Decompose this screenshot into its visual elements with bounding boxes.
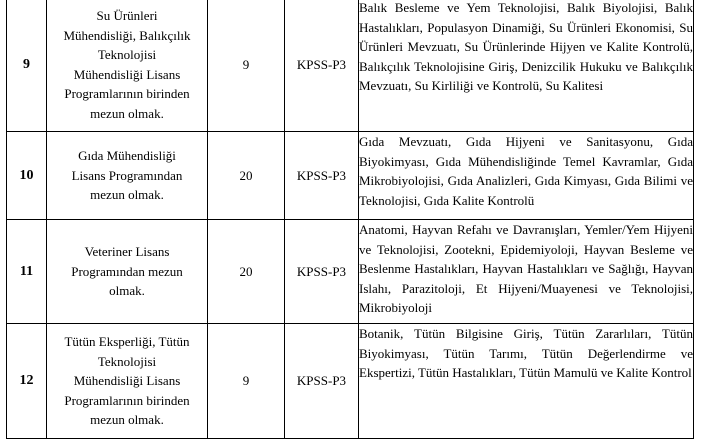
requirement-line: Su Ürünleri	[96, 8, 158, 23]
exam-type: KPSS-P3	[285, 0, 359, 132]
exam-subjects: Balık Besleme ve Yem Teknolojisi, Balık Biyolojisi, Balık Hastalıkları, Populasyon Dinamiği, Su Ürünleri Ekonomisi, Su Ürünleri Mevzuatı, Su Ürünlerinde Hijyen ve Kalite Kontrolü, Balıkçılık Teknolojisine Giriş, Denizcilik Hukuku ve Balıkçılık Mevzuatı, Su Kirliliği ve Kontrolü, Su Kalitesi	[359, 0, 694, 132]
exam-type: KPSS-P3	[285, 220, 359, 324]
exam-type: KPSS-P3	[285, 324, 359, 439]
exam-subjects: Anatomi, Hayvan Refahı ve Davranışları, Yemler/Yem Hijyeni ve Teknolojisi, Zootekni, Epidemiyoloji, Hayvan Besleme ve Beslenme Hastalıkları, Hayvan Hastalıkları ve Sağlığı, Hayvan Islahı, Parazitoloji, Et Hijyeni/Muayenesi ve Teknolojisi, Mikrobiyoloji	[359, 220, 694, 324]
table-row	[7, 132, 694, 220]
requirement-cell	[47, 0, 208, 132]
requirement-line: mezun olmak.	[90, 105, 164, 121]
exam-subjects: Gıda Mevzuatı, Gıda Hijyeni ve Sanitasyonu, Gıda Biyokimyası, Gıda Mühendisliğinde Temel Kavramlar, Gıda Mikrobiyolojisi, Gıda Analizleri, Gıda Kimyası, Gıda Bilimi ve Teknolojisi, Gıda Kalite Kontrolü	[359, 132, 694, 220]
requirement-line: Lisans Programından	[71, 167, 183, 183]
requirement-line: Programlarının birinden	[64, 392, 190, 408]
requirement-line: Programından mezun	[71, 263, 183, 279]
position-count: 20	[208, 220, 285, 324]
requirement-line: Mühendisliği Lisans	[73, 66, 181, 82]
requirement-line: Mühendisliği Lisans	[73, 373, 181, 389]
requirement-line: olmak.	[109, 283, 145, 299]
requirement-cell	[47, 324, 208, 439]
row-number: 11	[7, 220, 47, 324]
requirement-cell	[47, 220, 208, 324]
table-row	[7, 220, 694, 324]
requirement-line: Mühendisliği, Balıkçılık	[63, 27, 191, 43]
row-number: 9	[7, 0, 47, 132]
requirement-line: Teknolojisi	[97, 47, 157, 62]
requirement-line: Programlarının birinden	[64, 86, 190, 101]
table-row	[7, 0, 694, 132]
requirement-line: Teknolojisi	[97, 353, 157, 369]
row-number: 10	[7, 132, 47, 220]
exam-subjects: Botanik, Tütün Bilgisine Giriş, Tütün Zararlıları, Tütün Biyokimyası, Tütün Tarımı, Tütün Değerlendirme ve Ekspertizi, Tütün Hastalıkları, Tütün Mamulü ve Kalite Kontrol	[359, 324, 694, 439]
requirement-cell	[47, 132, 208, 220]
position-count: 9	[208, 324, 285, 439]
exam-type: KPSS-P3	[285, 132, 359, 220]
row-number: 12	[7, 324, 47, 439]
requirement-line: Tütün Eksperliği, Tütün	[64, 334, 190, 350]
table-row	[7, 324, 694, 439]
position-count: 20	[208, 132, 285, 220]
requirement-line: mezun olmak.	[90, 412, 164, 428]
position-count: 9	[208, 0, 285, 132]
positions-table	[6, 0, 694, 439]
requirement-line: Veteriner Lisans	[84, 244, 170, 260]
requirement-line: mezun olmak.	[90, 187, 164, 203]
requirement-line: Gıda Mühendisliği	[78, 148, 176, 164]
